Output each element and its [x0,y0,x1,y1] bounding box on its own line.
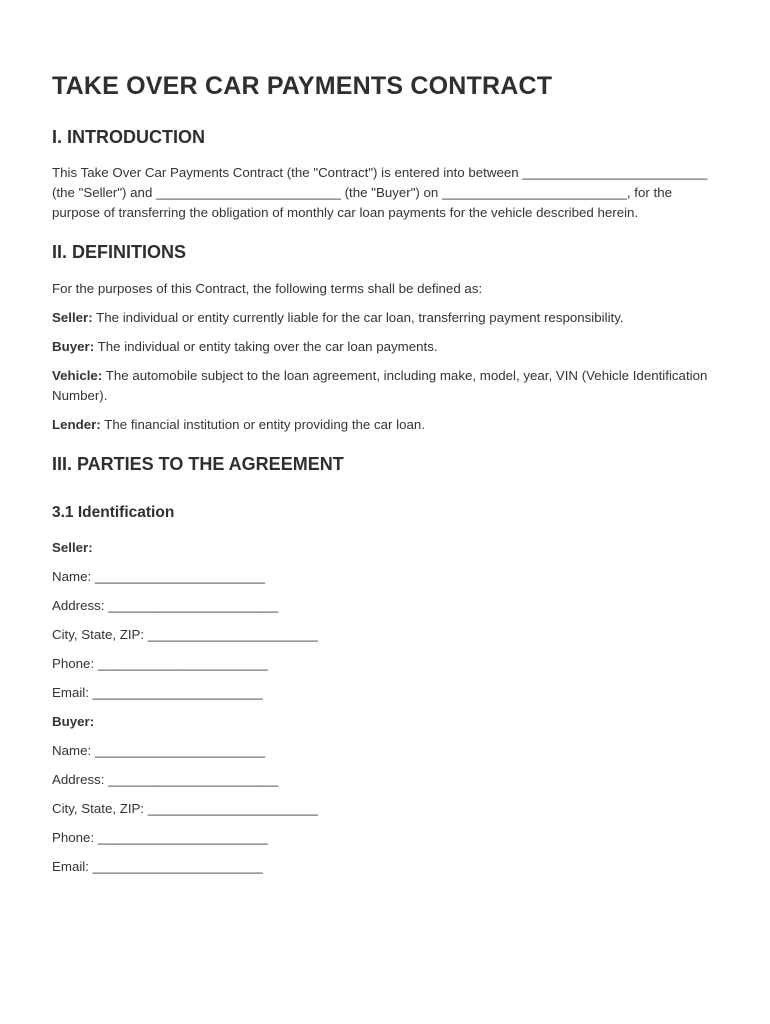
buyer-email-field-blank: _______________________ [92,858,263,874]
definition-seller [52,308,718,328]
intro-text-after-seller: (the "Seller") and [52,185,157,201]
buyer-address-field-blank: _______________________ [108,771,279,787]
buyer-address-row [52,770,718,790]
intro-text-after-date: , for the purpose of transferring the obligation of monthly car loan payments for the vehicle described herein. [52,185,673,221]
document-title: TAKE OVER CAR PAYMENTS CONTRACT [52,72,553,100]
seller-name-row [52,567,718,587]
seller-email-field-blank: _______________________ [92,684,263,700]
seller-email-label: Email: [52,684,89,700]
seller-email-row [52,683,718,703]
intro-text-before: This Take Over Car Payments Contract (the "Contract") is entered into between [52,165,523,181]
buyer-city-state-zip-label: City, State, ZIP: [52,800,145,816]
definition-vehicle [52,366,718,406]
introduction-heading: I. INTRODUCTION [52,126,205,147]
seller-address-row [52,596,718,616]
parties-heading: III. PARTIES TO THE AGREEMENT [52,454,344,475]
buyer-city-state-zip-row [52,799,718,819]
definition-buyer [52,337,718,357]
definition-lender [52,415,718,435]
seller-name-field-blank: _______________________ [94,568,265,584]
buyer-phone-field-blank: _______________________ [97,829,268,845]
buyer-block-label: Buyer: [52,713,95,729]
seller-city-state-zip-row [52,625,718,645]
definition-seller-text: The individual or entity currently liable for the car loan, transferring payment responsibility. [96,310,624,326]
seller-name-label: Name: [52,568,92,584]
date-blank: _________________________ [442,185,627,201]
seller-city-state-zip-field-blank: _______________________ [147,626,318,642]
seller-name-blank: _________________________ [522,165,708,181]
buyer-phone-label: Phone: [52,829,95,845]
seller-phone-label: Phone: [52,655,95,671]
definition-lender-term: Lender: [52,417,101,433]
definition-seller-term: Seller: [52,310,93,326]
seller-city-state-zip-label: City, State, ZIP: [52,626,145,642]
definition-buyer-text: The individual or entity taking over the car loan payments. [97,339,438,355]
buyer-name-field-blank: _______________________ [94,742,265,758]
intro-text-after-buyer: (the "Buyer") on [340,185,443,201]
buyer-email-label: Email: [52,858,89,874]
definition-vehicle-term: Vehicle: [52,368,103,384]
definitions-lead: For the purposes of this Contract, the following terms shall be defined as: [52,281,483,297]
seller-address-label: Address: [52,597,105,613]
definition-vehicle-text: The automobile subject to the loan agreement, including make, model, year, VIN (Vehicle Identification Number). [52,368,708,404]
buyer-city-state-zip-field-blank: _______________________ [147,800,318,816]
buyer-address-label: Address: [52,771,105,787]
buyer-email-row [52,857,718,877]
seller-phone-field-blank: _______________________ [97,655,268,671]
seller-address-field-blank: _______________________ [108,597,279,613]
introduction-paragraph [52,163,718,223]
seller-block-label: Seller: [52,539,93,555]
definition-lender-text: The financial institution or entity providing the car loan. [104,417,426,433]
definition-buyer-term: Buyer: [52,339,95,355]
identification-subheading: 3.1 Identification [52,503,175,521]
seller-phone-row [52,654,718,674]
buyer-name-row [52,741,718,761]
buyer-name-blank: _________________________ [156,185,341,201]
definitions-heading: II. DEFINITIONS [52,242,187,263]
buyer-name-label: Name: [52,742,92,758]
buyer-phone-row [52,828,718,848]
